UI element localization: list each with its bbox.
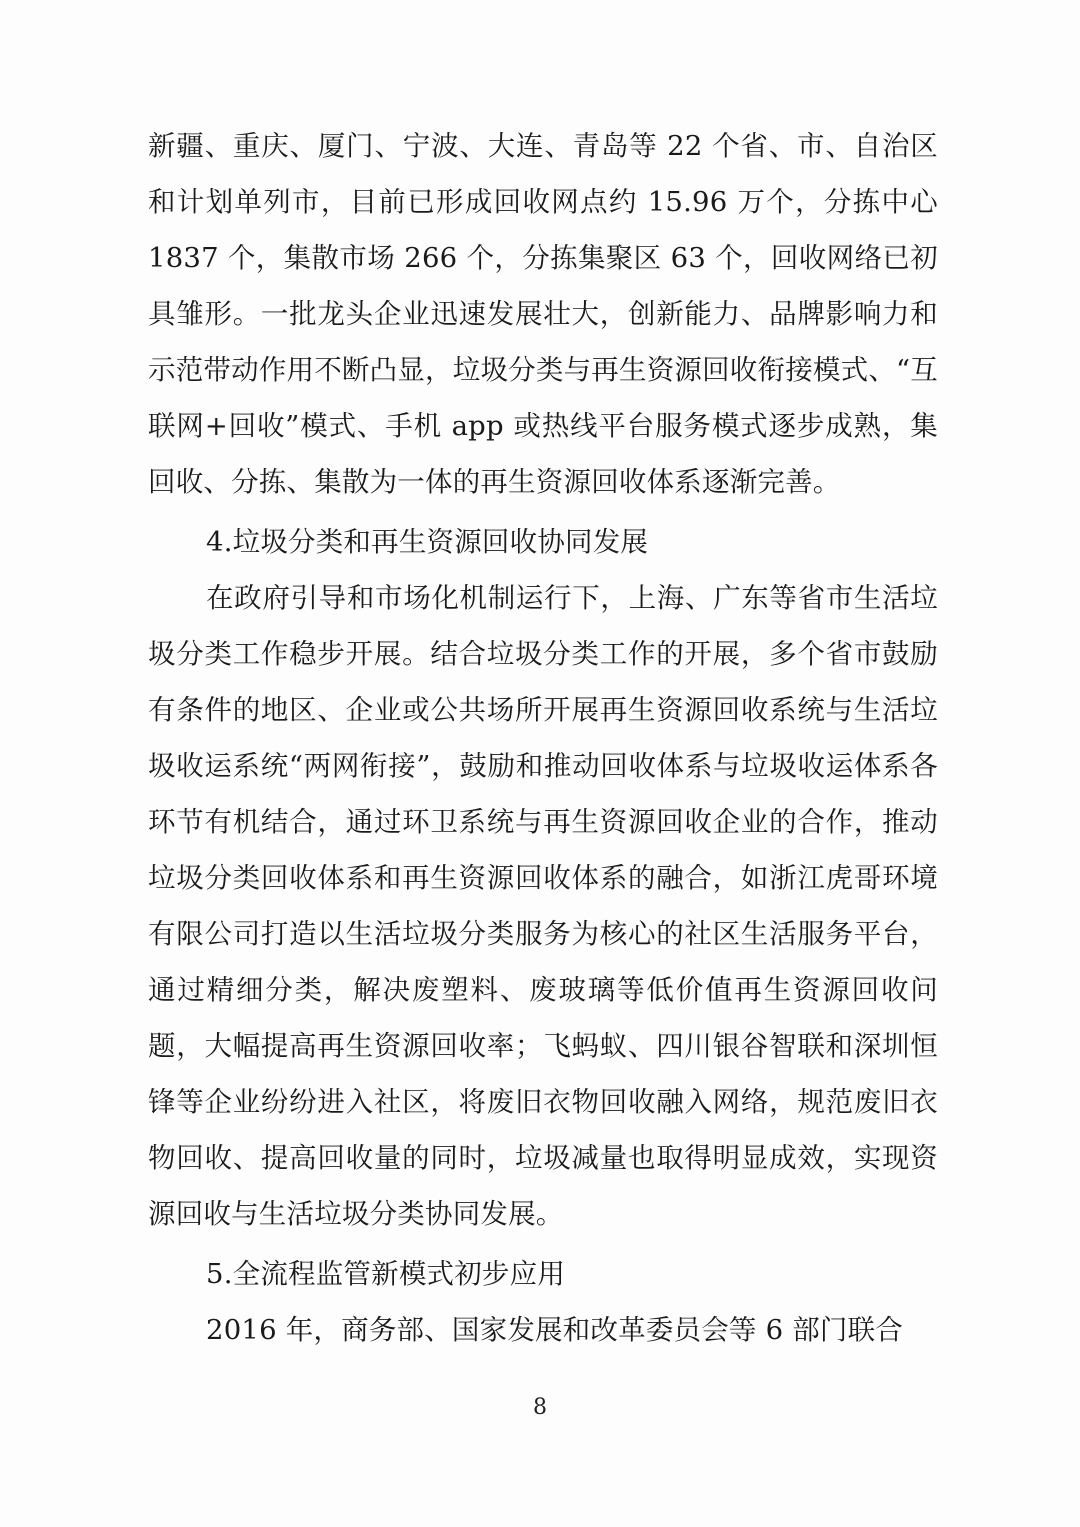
body-paragraph-1: 新疆、重庆、厦门、宁波、大连、青岛等 22 个省、市、自治区和计划单列市，目前已形成回收网点约 15.96 万个，分拣中心 1837 个，集散市场 266 个，分拣集聚区 63 个，回收网络已初具雏形。一批龙头企业迅速发展壮大，创新能力、品牌影响力和示范带动作用不断凸显，垃圾分类与再生资源回收衔接模式、“互联网+回收”模式、手机 app 或热线平台服务模式逐步成熟，集回收、分拣、集散为一体的再生资源回收体系逐渐完善。 bbox=[148, 130, 938, 498]
section-heading-5: 5.全流程监管新模式初步应用 bbox=[206, 1258, 566, 1290]
page-body bbox=[148, 118, 938, 1358]
section-heading-4: 4.垃圾分类和再生资源回收协同发展 bbox=[206, 526, 649, 558]
page-number: 8 bbox=[533, 1395, 547, 1420]
body-paragraph-2: 在政府引导和市场化机制运行下，上海、广东等省市生活垃圾分类工作稳步开展。结合垃圾分类工作的开展，多个省市鼓励有条件的地区、企业或公共场所开展再生资源回收系统与生活垃圾收运系统“两网衔接”，鼓励和推动回收体系与垃圾收运体系各环节有机结合，通过环卫系统与再生资源回收企业的合作，推动垃圾分类回收体系和再生资源回收体系的融合，如浙江虎哥环境有限公司打造以生活垃圾分类服务为核心的社区生活服务平台，通过精细分类，解决废塑料、废玻璃等低价值再生资源回收问题，大幅提高再生资源回收率；飞蚂蚁、四川银谷智联和深圳恒锋等企业纷纷进入社区，将废旧衣物回收融入网络，规范废旧衣物回收、提高回收量的同时，垃圾减量也取得明显成效，实现资源回收与生活垃圾分类协同发展。 bbox=[148, 582, 938, 1230]
body-paragraph-3: 2016 年，商务部、国家发展和改革委员会等 6 部门联合 bbox=[206, 1314, 904, 1346]
